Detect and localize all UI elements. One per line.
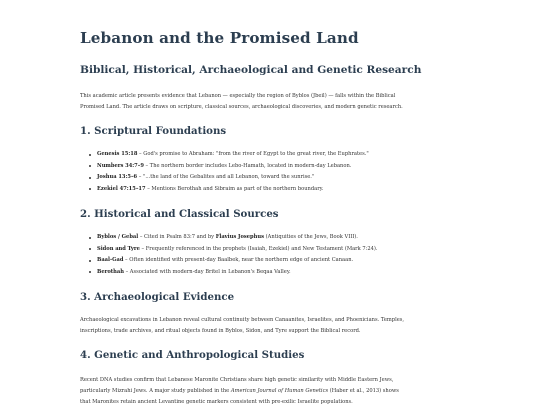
list-item	[80, 149, 369, 161]
list-item-text: – Associated with modern-day Britel in Lebanon's Beqaa Valley.	[123, 268, 291, 275]
section-heading-historical: 2. Historical and Classical Sources	[80, 208, 279, 220]
list-item-text: – God's promise to Abraham: "from the river of Egypt to the great river, the Euphrates."	[137, 151, 369, 157]
list-item	[80, 255, 378, 267]
archaeological-line-2: inscriptions, trade archives, and ritual objects found in Byblos, Sidon, and Tyre support the Biblical record.	[80, 328, 361, 334]
page-subtitle: Biblical, Historical, Archaeological and Genetic Research	[80, 64, 422, 76]
archaeological-paragraph	[80, 315, 472, 337]
list-item	[80, 172, 369, 184]
genetic-line-1: Recent DNA studies confirm that Lebanese Maronite Christians share high genetic similarity with Middle Eastern Jews,	[80, 377, 394, 383]
intro-line-1: This academic article presents evidence that Lebanon — especially the region of Byblos (Jbeil) — falls within the Biblical	[80, 93, 396, 99]
list-item-term: Berothah	[97, 268, 124, 275]
list-item-text: – Cited in Psalm 83:7 and by	[138, 234, 216, 240]
list-item-text: (Antiquities of the Jews, Book VIII).	[264, 234, 358, 240]
list-item	[80, 232, 378, 244]
list-item-term: Flavius Josephus	[215, 234, 265, 240]
list-item-term: Sidon and Tyre	[97, 245, 140, 252]
section-heading-genetic: 4. Genetic and Anthropological Studies	[80, 349, 305, 361]
section-heading-archaeological: 3. Archaeological Evidence	[80, 291, 235, 303]
list-item-text: – Often identified with present-day Baalbek, near the northern edge of ancient Canaan.	[123, 257, 354, 263]
list-item	[80, 267, 378, 279]
list-item	[80, 161, 369, 173]
list-item-term: Joshua 13:5–6	[97, 174, 138, 180]
section-heading-scriptural: 1. Scriptural Foundations	[80, 125, 227, 137]
list-item-text: – "...the land of the Gebalites and all Lebanon, toward the sunrise."	[137, 174, 315, 180]
genetic-line-2-end: (Haber et al., 2013) shows	[328, 388, 399, 394]
genetic-line-2-start: particularly Mizrahi Jews. A major study published in the	[80, 388, 231, 394]
list-item-text: – The northern border includes Lebo-Hamath, located in modern-day Lebanon.	[143, 162, 352, 169]
journal-title: American Journal of Human Genetics	[230, 388, 329, 394]
historical-list	[80, 232, 378, 278]
intro-paragraph	[80, 91, 472, 113]
archaeological-line-1: Archaeological excavations in Lebanon reveal cultural continuity between Canaanites, Israelites, and Phoenicians. Temples,	[80, 317, 405, 323]
list-item-text: – Frequently referenced in the prophets (Isaiah, Ezekiel) and New Testament (Mark 7:24).	[139, 245, 378, 252]
genetic-paragraph	[80, 375, 472, 405]
genetic-line-3: that Maronites retain ancient Levantine genetic markers consistent with pre-exilic Israelite populations.	[80, 399, 353, 405]
page-title: Lebanon and the Promised Land	[80, 29, 359, 47]
list-item-text: – Mentions Berothah and Sibraim as part of the northern boundary.	[145, 185, 324, 192]
list-item-term: Ezekiel 47:15–17	[97, 185, 146, 192]
list-item-term: Genesis 15:18	[97, 151, 138, 157]
list-item-term: Numbers 34:7–9	[97, 162, 144, 169]
list-item-term: Byblos / Gebal	[97, 234, 139, 240]
list-item-term: Baal-Gad	[97, 257, 124, 263]
list-item	[80, 184, 369, 196]
list-item	[80, 244, 378, 256]
intro-line-2: Promised Land. The article draws on scripture, classical sources, archaeological discoveries, and modern genetic research.	[80, 104, 403, 110]
scriptural-list	[80, 149, 369, 195]
